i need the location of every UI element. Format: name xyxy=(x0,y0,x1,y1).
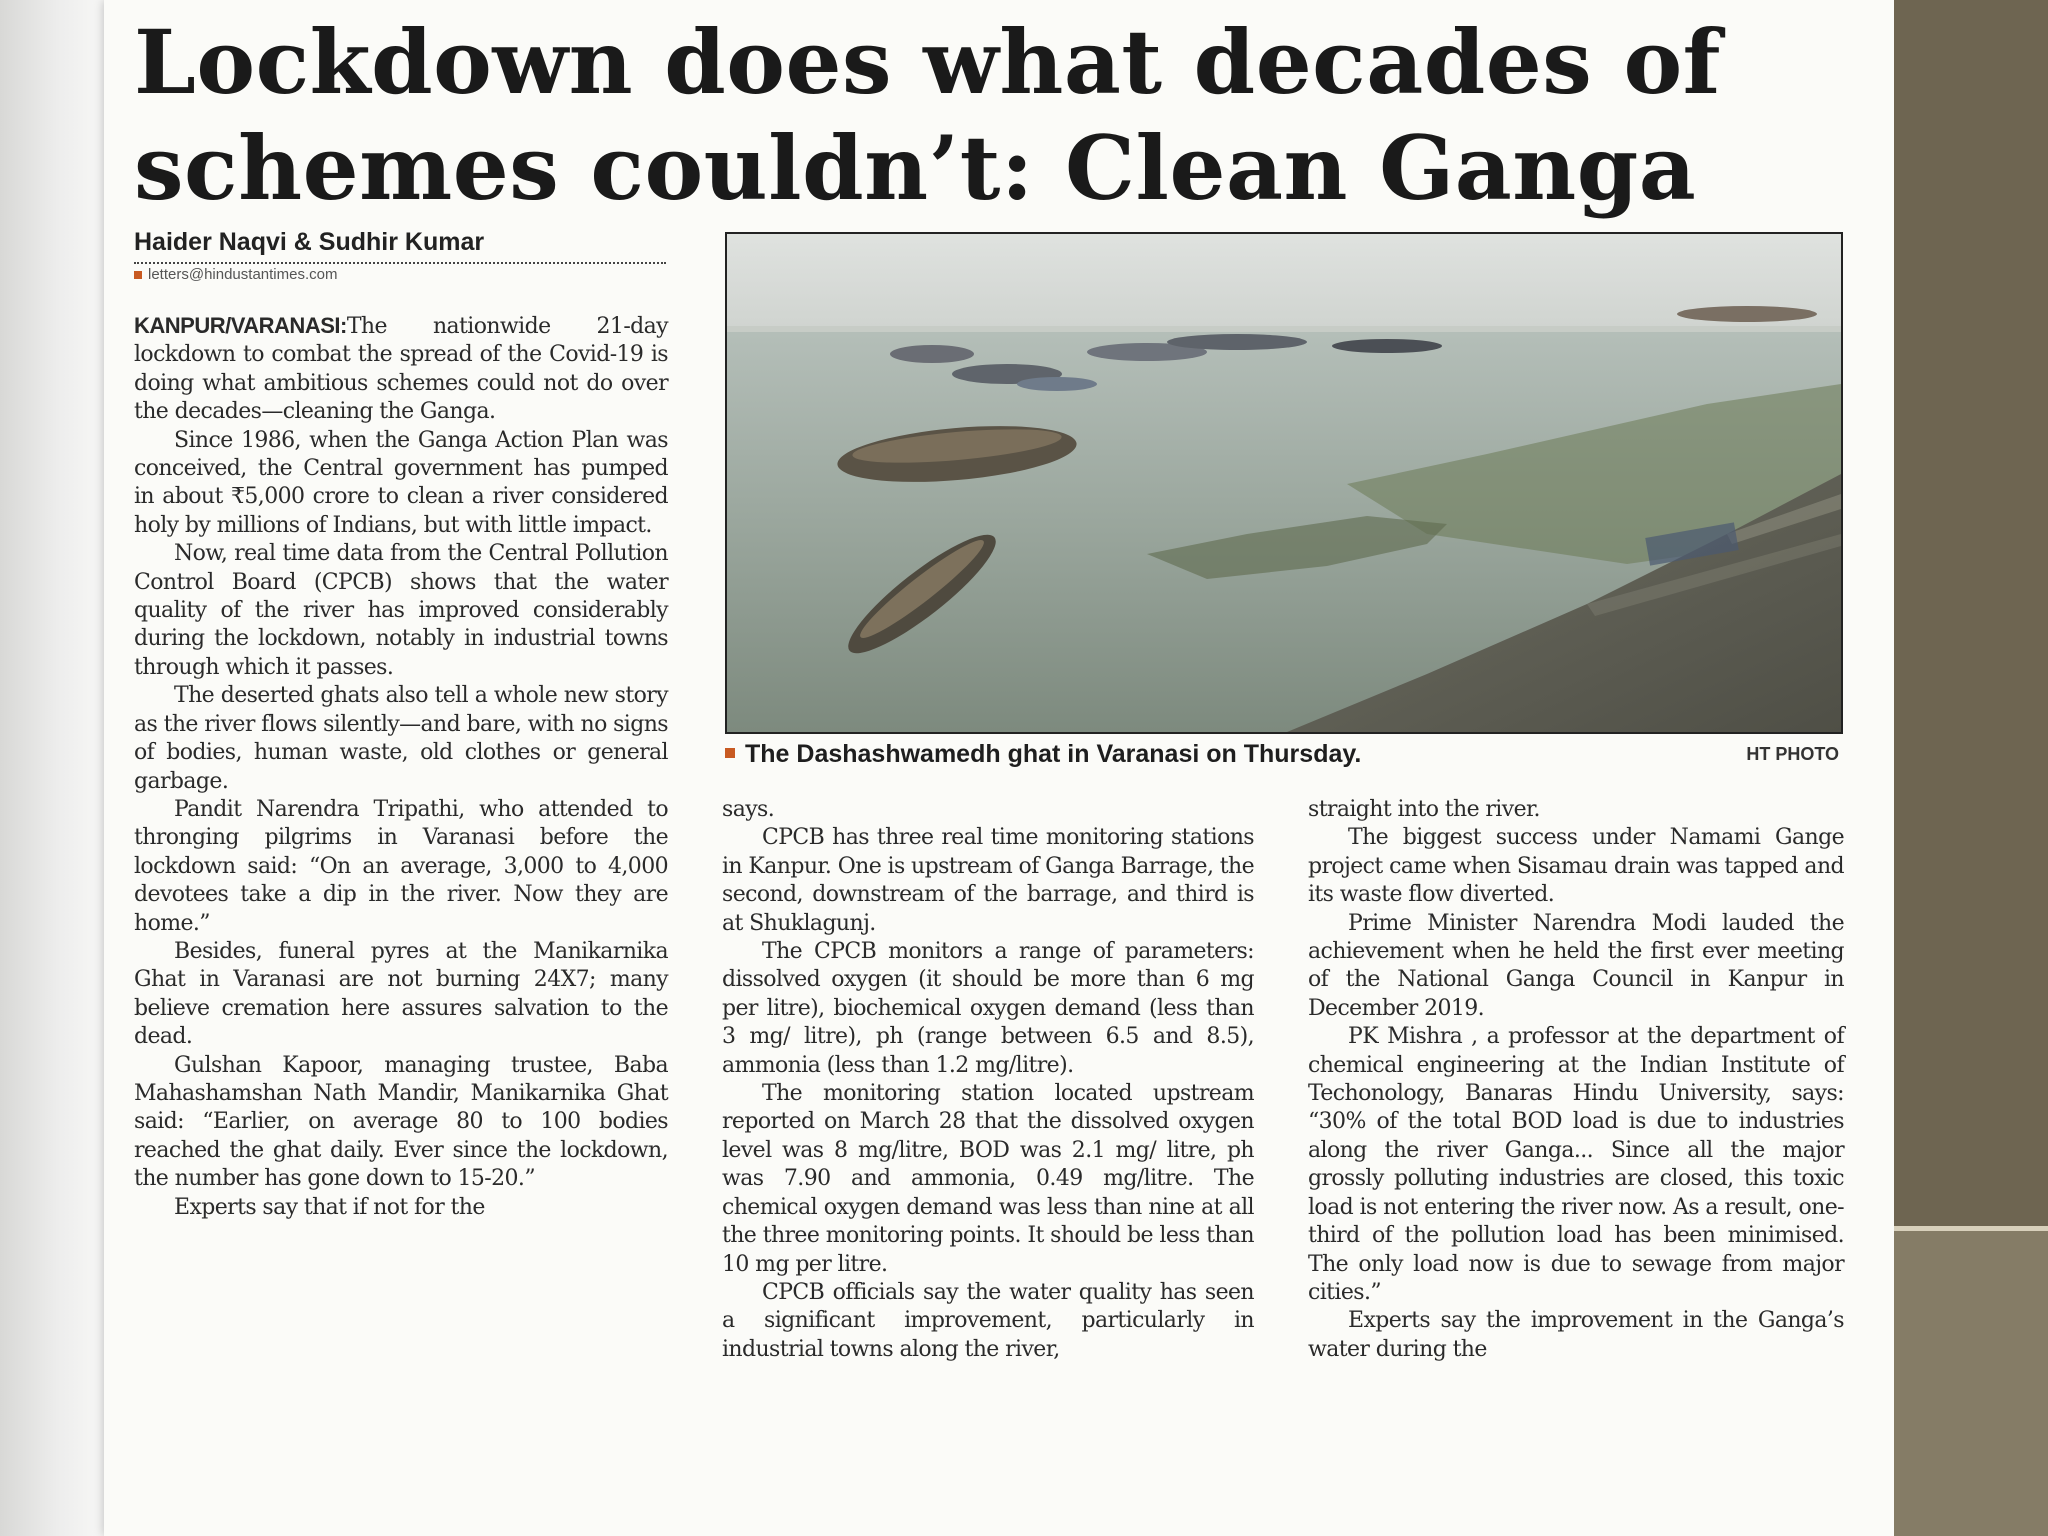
slide-sidebar xyxy=(1894,0,2048,1536)
byline-authors: Haider Naqvi & Sudhir Kumar xyxy=(134,228,666,264)
article-column-3 xyxy=(1308,796,1844,1364)
email-bullet-icon xyxy=(134,271,142,279)
article-paragraph: Now, real time data from the Central Pollution Control Board (CPCB) shows that the water quality of the river has improved considerably during the lockdown, notably in industrial towns through which it passes. xyxy=(134,541,668,680)
boat xyxy=(890,345,974,363)
article-paragraph: The deserted ghats also tell a whole new story as the river flows silently—and bare, with no signs of bodies, human waste, old clothes or general garbage. xyxy=(134,683,668,794)
article-paragraph xyxy=(134,312,668,427)
article-column-2 xyxy=(722,796,1254,1364)
photo-caption: The Dashashwamedh ghat in Varanasi on Thursday. xyxy=(745,740,1362,768)
left-gradient-margin xyxy=(0,0,104,1536)
article-paragraph: The monitoring station located upstream reported on March 28 that the dissolved oxygen level was 8 mg/litre, BOD was 2.1 mg/ litre, ph was 7.90 and ammonia, 0.49 mg/litre. The chemical oxygen demand was less than nine at all the three monitoring points. It should be less than 10 mg per litre. xyxy=(722,1081,1254,1277)
byline-email: letters@hindustantimes.com xyxy=(148,266,338,283)
article-paragraph: Gulshan Kapoor, managing trustee, Baba Mahashamshan Nath Mandir, Manikarnika Ghat said: “Earlier, on average 80 to 100 bodies reached the ghat daily. Ever since the lockdown, the number has gone down to 15-20.” xyxy=(134,1052,668,1192)
article-paragraph: The biggest success under Namami Gange project came when Sisamau drain was tapped and its waste flow diverted. xyxy=(1308,825,1844,908)
boat xyxy=(1167,334,1307,350)
article-paragraph: Pandit Narendra Tripathi, who attended to thronging pilgrims in Varanasi before the lockdown said: “On an average, 3,000 to 4,000 devotees take a dip in the river. Now they are home.” xyxy=(134,796,668,936)
article-paragraph: Experts say the improvement in the Ganga’s water during the xyxy=(1308,1308,1844,1362)
photo-caption-wrap xyxy=(725,740,1361,769)
article-paragraph: says. xyxy=(722,797,775,822)
article-paragraph: CPCB officials say the water quality has seen a significant improvement, particularly in industrial towns along the river, xyxy=(722,1279,1254,1362)
article-column-1 xyxy=(134,312,668,1222)
photo-credit: HT PHOTO xyxy=(1746,744,1839,764)
article-paragraph: CPCB has three real time monitoring stations in Kanpur. One is upstream of Ganga Barrage, the second, downstream of the barrage, and third is at Shuklagunj. xyxy=(722,825,1254,936)
newspaper-clipping xyxy=(104,0,1894,1536)
news-photo xyxy=(725,232,1843,734)
article-paragraph: Since 1986, when the Ganga Action Plan was conceived, the Central government has pumped in about ₹5,000 crore to clean a river considered holy by millions of Indians, but with little impact. xyxy=(134,427,668,538)
article-paragraph: The CPCB monitors a range of parameters: dissolved oxygen (it should be more than 6 mg per litre), biochemical oxygen demand (less than 3 mg/ litre), ph (range between 6.5 and 8.5), ammonia (less than 1.2 mg/litre). xyxy=(722,939,1254,1078)
article-paragraph: Experts say that if not for the xyxy=(174,1194,485,1220)
photo-caption-row xyxy=(725,740,1839,772)
ghat-river-scene xyxy=(727,234,1841,732)
boat xyxy=(1332,339,1442,353)
article-dateline: KANPUR/VARANASI: xyxy=(134,313,347,338)
sidebar-lower-block xyxy=(1894,1231,2048,1536)
article-paragraph: Prime Minister Narendra Modi lauded the achievement when he held the first ever meeting of the National Ganga Council in Kanpur in December 2019. xyxy=(1308,910,1844,1021)
paragraph-text: The nationwide 21-day lockdown to combat the spread of the Covid-19 is doing what ambitious schemes could not do over the decades—cleaning the Ganga. xyxy=(134,314,668,425)
caption-bullet-icon xyxy=(725,748,735,758)
article-paragraph: Besides, funeral pyres at the Manikarnika Ghat in Varanasi are not burning 24X7; many believe cremation here assures salvation to the dead. xyxy=(134,938,668,1050)
article-paragraph: PK Mishra , a professor at the department of chemical engineering at the Indian Institute of Techonology, Banaras Hindu University, says: “30% of the total BOD load is due to industries along the river Ganga... Since all the major grossly polluting industries are closed, this toxic load is not entering the river now. As a result, one-third of the pollution load has been minimised. The only load now is due to sewage from major cities.” xyxy=(1308,1024,1844,1305)
headline-line-2: schemes couldn’t: Clean Ganga xyxy=(134,116,1697,220)
boat xyxy=(1017,377,1097,391)
byline-email-row xyxy=(134,266,337,283)
headline-line-1: Lockdown does what decades of xyxy=(134,10,1722,114)
article-paragraph: straight into the river. xyxy=(1308,797,1540,822)
boat xyxy=(1677,306,1817,322)
